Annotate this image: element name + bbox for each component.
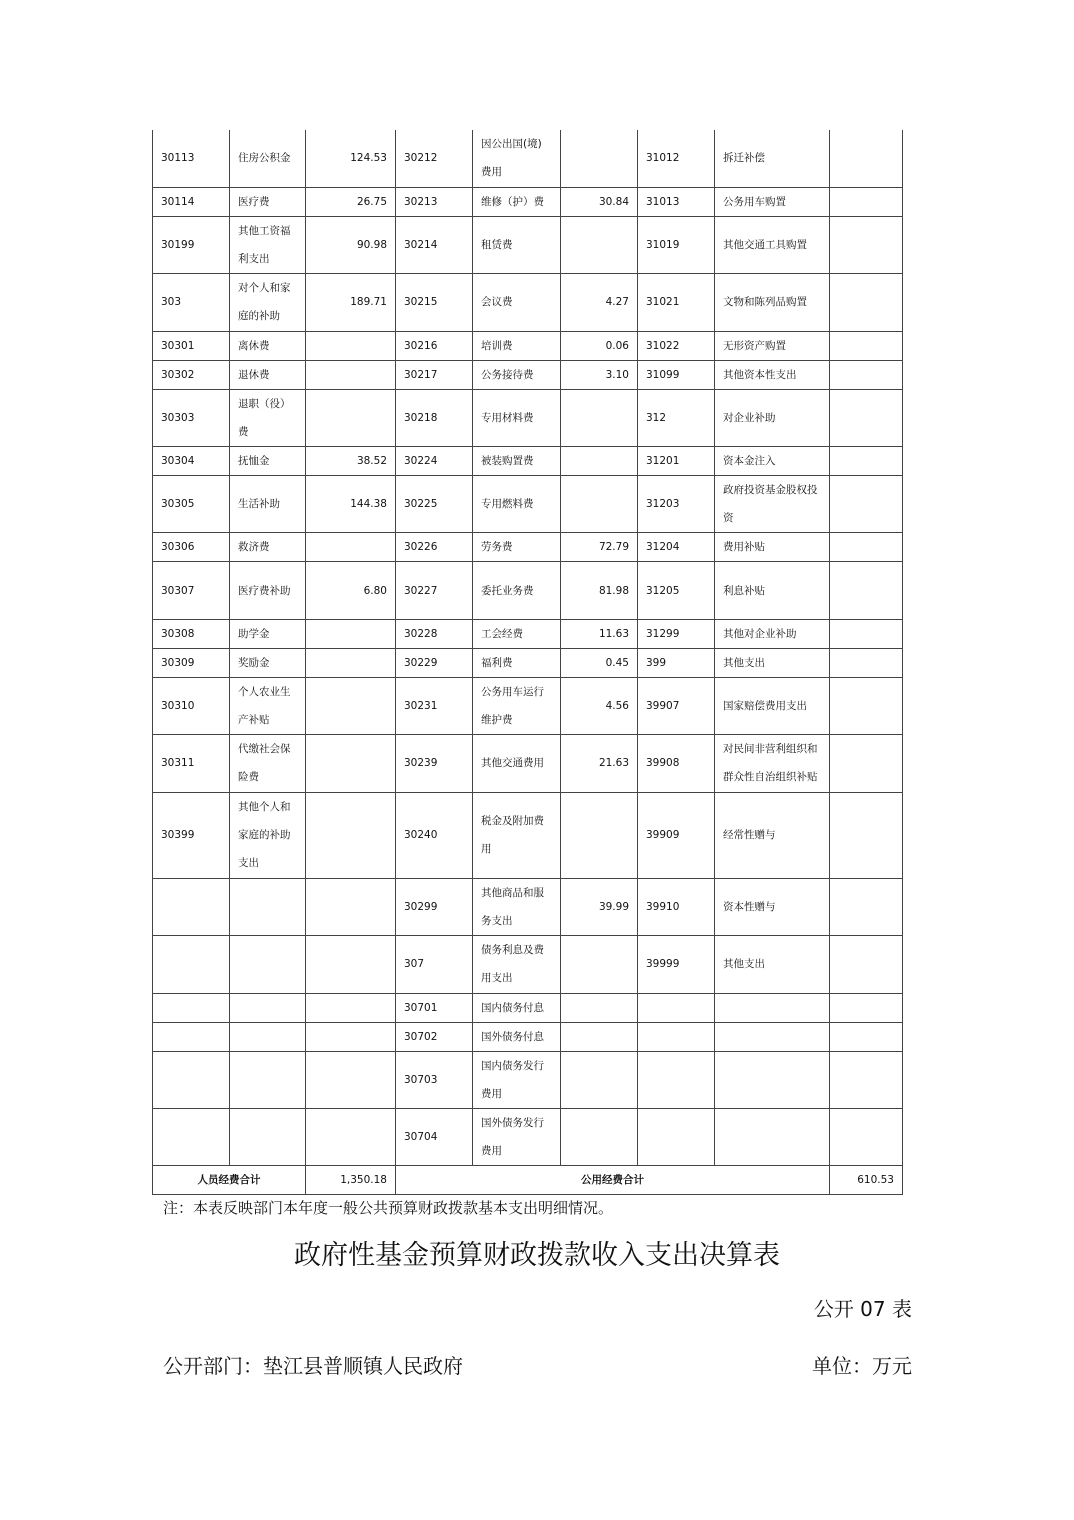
expenditure-detail-table [152,130,903,1195]
econ-code-public: 30215 [396,274,473,331]
econ-code-capital: 31021 [638,274,715,331]
table-row [153,533,903,562]
table-row [153,216,903,273]
amount-personnel [306,878,396,935]
amount-capital [830,936,903,993]
econ-name-personnel [230,1108,306,1165]
amount-capital [830,274,903,331]
amount-capital [830,1051,903,1108]
table-row [153,993,903,1022]
econ-name-capital [715,1108,830,1165]
table-number: 公开 07 表 [813,1297,912,1321]
econ-name-public: 工会经费 [473,619,561,648]
econ-code-capital [638,1051,715,1108]
amount-personnel [306,936,396,993]
econ-code-public: 30299 [396,878,473,935]
amount-personnel: 38.52 [306,447,396,476]
econ-code-personnel: 30303 [153,389,230,446]
econ-code-capital: 31099 [638,360,715,389]
econ-name-public: 福利费 [473,648,561,677]
econ-name-personnel: 住房公积金 [230,130,306,187]
next-table-title: 政府性基金预算财政拨款收入支出决算表 [294,1240,780,1271]
econ-name-capital: 其他支出 [715,936,830,993]
econ-code-public: 30228 [396,619,473,648]
econ-code-public: 30703 [396,1051,473,1108]
personnel-total-label: 人员经费合计 [153,1166,306,1195]
econ-code-capital: 399 [638,648,715,677]
econ-name-personnel [230,1022,306,1051]
econ-name-public: 专用材料费 [473,389,561,446]
econ-name-public: 国外债务发行费用 [473,1108,561,1165]
department: 公开部门：垫江县普顺镇人民政府 [163,1354,463,1378]
public-total-label: 公用经费合计 [396,1166,830,1195]
amount-capital [830,331,903,360]
econ-name-public: 公务用车运行维护费 [473,677,561,734]
econ-name-public: 国外债务付息 [473,1022,561,1051]
econ-code-capital: 39907 [638,677,715,734]
table-row [153,187,903,216]
econ-code-capital: 39908 [638,735,715,792]
econ-name-capital: 其他交通工具购置 [715,216,830,273]
amount-public: 11.63 [561,619,638,648]
table-row [153,274,903,331]
econ-code-personnel: 30307 [153,562,230,619]
econ-name-capital: 国家赔偿费用支出 [715,677,830,734]
econ-name-public: 公务接待费 [473,360,561,389]
amount-public: 30.84 [561,187,638,216]
table-row [153,1108,903,1165]
econ-name-personnel [230,878,306,935]
amount-personnel [306,389,396,446]
amount-personnel: 189.71 [306,274,396,331]
econ-name-capital: 其他支出 [715,648,830,677]
econ-name-capital: 利息补贴 [715,562,830,619]
amount-capital [830,1022,903,1051]
amount-public [561,130,638,187]
econ-name-public: 因公出国(境)费用 [473,130,561,187]
amount-public [561,389,638,446]
amount-personnel [306,533,396,562]
table-row [153,331,903,360]
econ-name-capital: 资本金注入 [715,447,830,476]
econ-code-public: 30231 [396,677,473,734]
amount-public: 4.56 [561,677,638,734]
table-row [153,619,903,648]
econ-code-capital: 39909 [638,792,715,878]
econ-code-public: 30229 [396,648,473,677]
econ-code-capital: 31201 [638,447,715,476]
econ-code-personnel: 30114 [153,187,230,216]
econ-name-personnel: 退休费 [230,360,306,389]
econ-name-public: 培训费 [473,331,561,360]
econ-code-personnel: 30309 [153,648,230,677]
econ-name-personnel: 医疗费补助 [230,562,306,619]
econ-name-public: 维修（护）费 [473,187,561,216]
amount-public: 0.06 [561,331,638,360]
amount-capital [830,648,903,677]
amount-personnel [306,1108,396,1165]
econ-name-personnel [230,936,306,993]
personnel-total-value: 1,350.18 [306,1166,396,1195]
econ-name-public: 其他交通费用 [473,735,561,792]
econ-code-personnel: 30199 [153,216,230,273]
econ-name-public: 租赁费 [473,216,561,273]
econ-code-public: 30239 [396,735,473,792]
public-total-value: 610.53 [830,1166,903,1195]
econ-name-personnel: 其他个人和家庭的补助支出 [230,792,306,878]
econ-code-public: 30212 [396,130,473,187]
table-row [153,936,903,993]
amount-capital [830,187,903,216]
amount-public: 72.79 [561,533,638,562]
econ-code-capital [638,993,715,1022]
econ-name-public: 其他商品和服务支出 [473,878,561,935]
amount-personnel [306,1051,396,1108]
amount-personnel [306,648,396,677]
econ-code-public: 30225 [396,476,473,533]
table-row [153,1051,903,1108]
econ-name-public: 债务利息及费用支出 [473,936,561,993]
unit-label: 单位：万元 [812,1354,912,1378]
table-row [153,130,903,187]
amount-capital [830,792,903,878]
econ-name-capital: 对企业补助 [715,389,830,446]
amount-personnel [306,735,396,792]
econ-code-personnel: 303 [153,274,230,331]
amount-public: 39.99 [561,878,638,935]
econ-code-capital: 31205 [638,562,715,619]
amount-capital [830,389,903,446]
econ-name-capital: 经常性赠与 [715,792,830,878]
econ-name-capital: 资本性赠与 [715,878,830,935]
table-row [153,562,903,619]
econ-name-capital: 公务用车购置 [715,187,830,216]
amount-personnel: 90.98 [306,216,396,273]
econ-code-public: 307 [396,936,473,993]
amount-public: 21.63 [561,735,638,792]
econ-code-personnel: 30304 [153,447,230,476]
econ-code-capital: 31203 [638,476,715,533]
amount-public [561,1022,638,1051]
amount-capital [830,735,903,792]
amount-public: 3.10 [561,360,638,389]
econ-code-capital: 31022 [638,331,715,360]
amount-public [561,1051,638,1108]
amount-public [561,993,638,1022]
amount-public [561,792,638,878]
econ-name-public: 国内债务发行费用 [473,1051,561,1108]
econ-code-personnel [153,1022,230,1051]
econ-name-capital: 无形资产购置 [715,331,830,360]
econ-code-personnel: 30305 [153,476,230,533]
econ-name-capital: 其他对企业补助 [715,619,830,648]
amount-personnel: 124.53 [306,130,396,187]
econ-code-personnel [153,1051,230,1108]
econ-code-capital: 31019 [638,216,715,273]
econ-code-capital: 31204 [638,533,715,562]
econ-name-capital [715,1051,830,1108]
econ-code-personnel: 30306 [153,533,230,562]
amount-personnel [306,993,396,1022]
econ-code-personnel [153,936,230,993]
econ-name-personnel: 生活补助 [230,476,306,533]
amount-personnel: 6.80 [306,562,396,619]
econ-code-public: 30218 [396,389,473,446]
econ-name-capital: 政府投资基金股权投资 [715,476,830,533]
econ-code-personnel: 30311 [153,735,230,792]
amount-personnel [306,331,396,360]
econ-name-capital: 文物和陈列品购置 [715,274,830,331]
amount-personnel [306,360,396,389]
econ-code-capital [638,1022,715,1051]
econ-code-public: 30226 [396,533,473,562]
econ-code-personnel [153,1108,230,1165]
amount-public: 81.98 [561,562,638,619]
amount-capital [830,476,903,533]
econ-code-public: 30701 [396,993,473,1022]
amount-personnel [306,619,396,648]
amount-capital [830,993,903,1022]
econ-name-personnel: 代缴社会保险费 [230,735,306,792]
econ-code-capital: 31013 [638,187,715,216]
amount-public: 0.45 [561,648,638,677]
amount-capital [830,1108,903,1165]
econ-code-public: 30702 [396,1022,473,1051]
table-note: 注：本表反映部门本年度一般公共预算财政拨款基本支出明细情况。 [163,1199,614,1217]
econ-name-personnel: 退职（役）费 [230,389,306,446]
econ-name-personnel: 救济费 [230,533,306,562]
econ-name-capital: 费用补贴 [715,533,830,562]
amount-personnel [306,792,396,878]
amount-capital [830,619,903,648]
amount-public [561,447,638,476]
amount-personnel [306,1022,396,1051]
econ-name-personnel: 奖励金 [230,648,306,677]
econ-code-capital: 39910 [638,878,715,935]
econ-name-public: 国内债务付息 [473,993,561,1022]
totals-row [153,1166,903,1195]
econ-name-public: 专用燃料费 [473,476,561,533]
econ-code-public: 30216 [396,331,473,360]
econ-name-public: 会议费 [473,274,561,331]
econ-code-public: 30227 [396,562,473,619]
amount-personnel [306,677,396,734]
econ-code-public: 30224 [396,447,473,476]
econ-name-personnel: 离休费 [230,331,306,360]
econ-name-personnel: 助学金 [230,619,306,648]
table-row [153,476,903,533]
econ-code-capital: 31299 [638,619,715,648]
amount-public [561,216,638,273]
econ-code-capital [638,1108,715,1165]
amount-capital [830,130,903,187]
amount-capital [830,562,903,619]
econ-name-capital: 拆迁补偿 [715,130,830,187]
econ-code-personnel: 30113 [153,130,230,187]
econ-code-personnel: 30308 [153,619,230,648]
econ-name-personnel: 个人农业生产补贴 [230,677,306,734]
table-row [153,735,903,792]
econ-name-public: 税金及附加费用 [473,792,561,878]
econ-name-public: 被装购置费 [473,447,561,476]
econ-code-public: 30704 [396,1108,473,1165]
econ-code-public: 30213 [396,187,473,216]
econ-code-public: 30214 [396,216,473,273]
econ-code-capital: 312 [638,389,715,446]
econ-name-public: 劳务费 [473,533,561,562]
econ-code-capital: 39999 [638,936,715,993]
econ-name-public: 委托业务费 [473,562,561,619]
econ-code-public: 30240 [396,792,473,878]
amount-capital [830,677,903,734]
table-row [153,677,903,734]
econ-name-capital: 对民间非营利组织和群众性自治组织补贴 [715,735,830,792]
amount-personnel: 144.38 [306,476,396,533]
econ-code-personnel: 30301 [153,331,230,360]
econ-code-personnel [153,993,230,1022]
econ-code-personnel: 30310 [153,677,230,734]
table-row [153,360,903,389]
econ-name-personnel [230,1051,306,1108]
amount-capital [830,533,903,562]
econ-name-capital [715,1022,830,1051]
amount-public [561,936,638,993]
econ-code-personnel: 30302 [153,360,230,389]
amount-public [561,476,638,533]
table-row [153,447,903,476]
amount-public: 4.27 [561,274,638,331]
table-row [153,792,903,878]
econ-name-capital: 其他资本性支出 [715,360,830,389]
amount-capital [830,216,903,273]
econ-name-capital [715,993,830,1022]
amount-personnel: 26.75 [306,187,396,216]
econ-name-personnel: 医疗费 [230,187,306,216]
econ-name-personnel: 对个人和家庭的补助 [230,274,306,331]
table-row [153,1022,903,1051]
econ-code-personnel [153,878,230,935]
econ-code-personnel: 30399 [153,792,230,878]
amount-capital [830,360,903,389]
amount-capital [830,878,903,935]
amount-public [561,1108,638,1165]
amount-capital [830,447,903,476]
econ-name-personnel: 抚恤金 [230,447,306,476]
econ-code-capital: 31012 [638,130,715,187]
table-row [153,648,903,677]
econ-code-public: 30217 [396,360,473,389]
table-row [153,389,903,446]
table-row [153,878,903,935]
econ-name-personnel: 其他工资福利支出 [230,216,306,273]
econ-name-personnel [230,993,306,1022]
